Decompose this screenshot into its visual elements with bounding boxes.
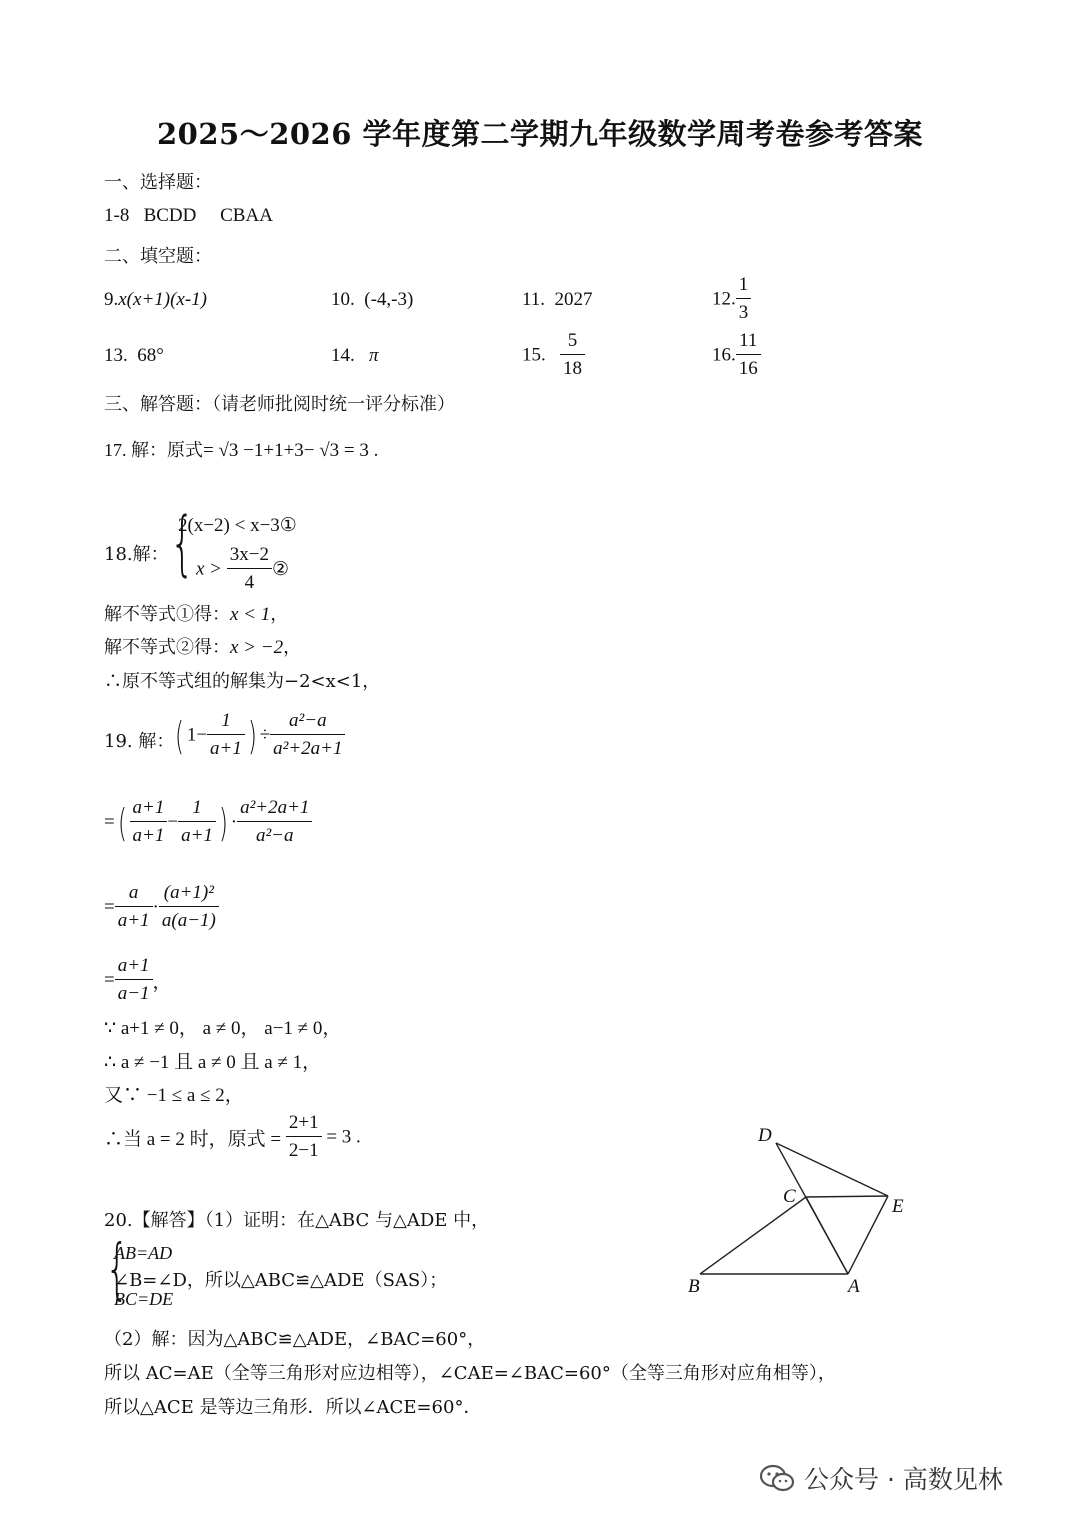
mc-group-1: BCDD [143,205,197,226]
q17-solution [104,436,378,462]
answer-11 [522,289,593,311]
q19-final-num: 2+1 [286,1110,322,1137]
watermark [758,1460,1003,1496]
q19-s2-b-num: 1 [178,795,216,822]
label-b: B [688,1276,700,1297]
mc-answers [104,205,273,227]
answer-12-numerator: 1 [736,272,752,299]
q18-step-2-text: 解不等式②得： [104,637,230,658]
answer-15-denominator: 18 [563,358,582,379]
q18-conclusion: ∴原不等式组的解集为−2<x<1， [104,671,381,692]
q20-part-2-line-2: 所以 AC=AE（全等三角形对应边相等），∠CAE=∠BAC=60°（全等三角形对应角相等）， [104,1363,836,1384]
answer-13-number: 13. [104,345,128,366]
section-3-heading: 三、解答题：（请老师批阅时统一评分标准） [104,394,455,415]
answer-13-value: 68° [137,345,164,366]
answer-15-numerator: 5 [560,328,585,355]
label-e: E [892,1196,904,1217]
q19-final-result: = 3 . [326,1126,361,1148]
q19-s1-divide: ÷ [259,724,271,746]
q19-s1-one-minus: 1− [186,724,208,746]
q19-step-1: ( 1− $\frac{1}{a+1}$ ) ÷ $\frac{\text{a²−a}}{\text{a²+2a+1}}$ [172,708,345,763]
q19-step-4: = $\frac{a+1}{a-1}$ ， [104,953,172,1008]
q18-ineq2-lhs: x > [196,558,223,580]
q19-s3-a-num: a [115,880,153,907]
answer-9-number: 9. [104,289,119,310]
q20-cond-1: AB=AD [114,1243,173,1263]
wechat-icon [758,1462,796,1494]
segment-bc [700,1197,806,1274]
answer-16-denominator: 16 [738,358,758,379]
answer-16 [712,328,761,383]
q19-s4-den: a−1 [117,983,150,1004]
q20-part-2: （2）解：因为△ABC≌△ADE，∠BAC=60°， [104,1329,486,1350]
mc-range: 1-8 [104,205,130,226]
label-a: A [848,1276,860,1297]
q19-s3-b-den: a(a−1) [161,910,216,931]
q19-s2-b-den: a+1 [181,825,213,846]
q18-ineq2-numerator: 3x−2 [227,542,272,569]
q19-s1-frac-den: a+1 [210,738,242,759]
answer-15-number: 15. [522,344,546,366]
answer-14 [331,345,379,367]
q19-step-3: = $\frac{a}{a+1}$ · $\frac{\text{(a+1)²}}{a(a-1)}$ [104,880,219,935]
q19-s2-a-num: a+1 [130,795,168,822]
answer-9-value: x(x+1)(x-1) [118,289,208,310]
answer-12-number: 12. [712,288,736,310]
watermark-text: 公众号 · 高数见林 [804,1465,1003,1494]
q20-cond-2: ∠B=∠D，所以△ABC≌△ADE（SAS）； [114,1270,448,1291]
q18-step-1: 解不等式①得：x < 1， [104,604,289,625]
q19-s1-frac2-num: a²−a [270,708,345,735]
segment-ca [806,1197,848,1274]
answer-10-value: (-4,-3) [364,289,414,310]
q18-step-1-math: x < 1 [230,604,271,625]
q19-condition-3: 又∵ −1 ≤ a ≤ 2， [104,1085,244,1106]
q19-final [104,1110,361,1165]
q19-s1-frac2-den: a²+2a+1 [273,738,343,759]
answer-9 [104,289,207,311]
q18-step-2: 解不等式②得：x > −2， [104,637,302,658]
answer-11-value: 2027 [554,289,593,310]
segment-ea [848,1196,888,1274]
answer-10 [331,289,413,311]
answer-13 [104,345,164,367]
q18-step-2-math: x > −2 [230,637,284,658]
q19-step-2: =( $\frac{a+1}{a+1}$ − $\frac{1}{a+1}$ ) · $\frac{\text{a²+2a+1}}{\text{a²−a}}$ [104,795,312,850]
q17-expression: = √3 −1+1+3− √3 = 3 . [203,440,379,461]
answer-10-number: 10. [331,289,355,310]
q19-s1-frac-num: 1 [207,708,245,735]
q18-inequality-1: 2(x−2) < x−3① [178,515,297,536]
q20-lead: 20.【解答】（1）证明：在△ABC 与△ADE 中， [104,1210,490,1231]
q19-s3-a-den: a+1 [117,910,150,931]
answer-12 [712,272,751,327]
answer-12-denominator: 3 [738,302,749,323]
answer-14-number: 14. [331,345,355,366]
q18-brace: { [170,502,195,584]
q19-s2-a-den: a+1 [132,825,165,846]
q17-lead: 17. 解：原式 [104,440,203,460]
q18-lead: 18.解： [104,544,169,565]
q18-inequality-2 [196,542,289,597]
q19-final-den: 2−1 [288,1140,319,1161]
q20-brace: { [105,1230,129,1307]
q19-final-text: ∴当 a = 2 时，原式 = [104,1129,282,1150]
answer-11-number: 11. [522,289,546,310]
q20-part-2-line-3: 所以△ACE 是等边三角形．所以∠ACE=60°． [104,1397,482,1418]
q20-cond-3: BC=DE [114,1289,174,1309]
answer-15 [522,328,585,383]
answer-14-value: π [369,345,379,366]
q18-ineq2-denominator: 4 [244,572,255,593]
answer-16-number: 16. [712,344,736,366]
q19-lead: 19. 解： [104,731,175,752]
mc-group-2: CBAA [220,205,273,226]
q18-ineq2-tag: ② [271,559,290,580]
section-2-heading: 二、填空题： [104,246,212,267]
answer-16-numerator: 11 [736,328,761,355]
q19-s2-c-num: a²+2a+1 [237,795,312,822]
label-c: C [783,1186,796,1207]
segment-ce [806,1196,888,1197]
triangle-figure [680,1120,920,1300]
q19-condition-1: ∵ a+1 ≠ 0， a ≠ 0， a−1 ≠ 0， [104,1018,342,1039]
q18-step-1-text: 解不等式①得： [104,604,230,625]
section-1-heading: 一、选择题： [104,172,212,193]
q19-condition-2: ∴ a ≠ −1 且 a ≠ 0 且 a ≠ 1， [104,1052,322,1073]
q19-s3-b-num: (a+1)² [159,880,219,907]
label-d: D [758,1125,772,1146]
q19-s4-num: a+1 [115,953,153,980]
q19-s2-c-den: a²−a [255,825,294,846]
page-title: 2025～2026 学年度第二学期九年级数学周考卷参考答案 [156,117,924,151]
